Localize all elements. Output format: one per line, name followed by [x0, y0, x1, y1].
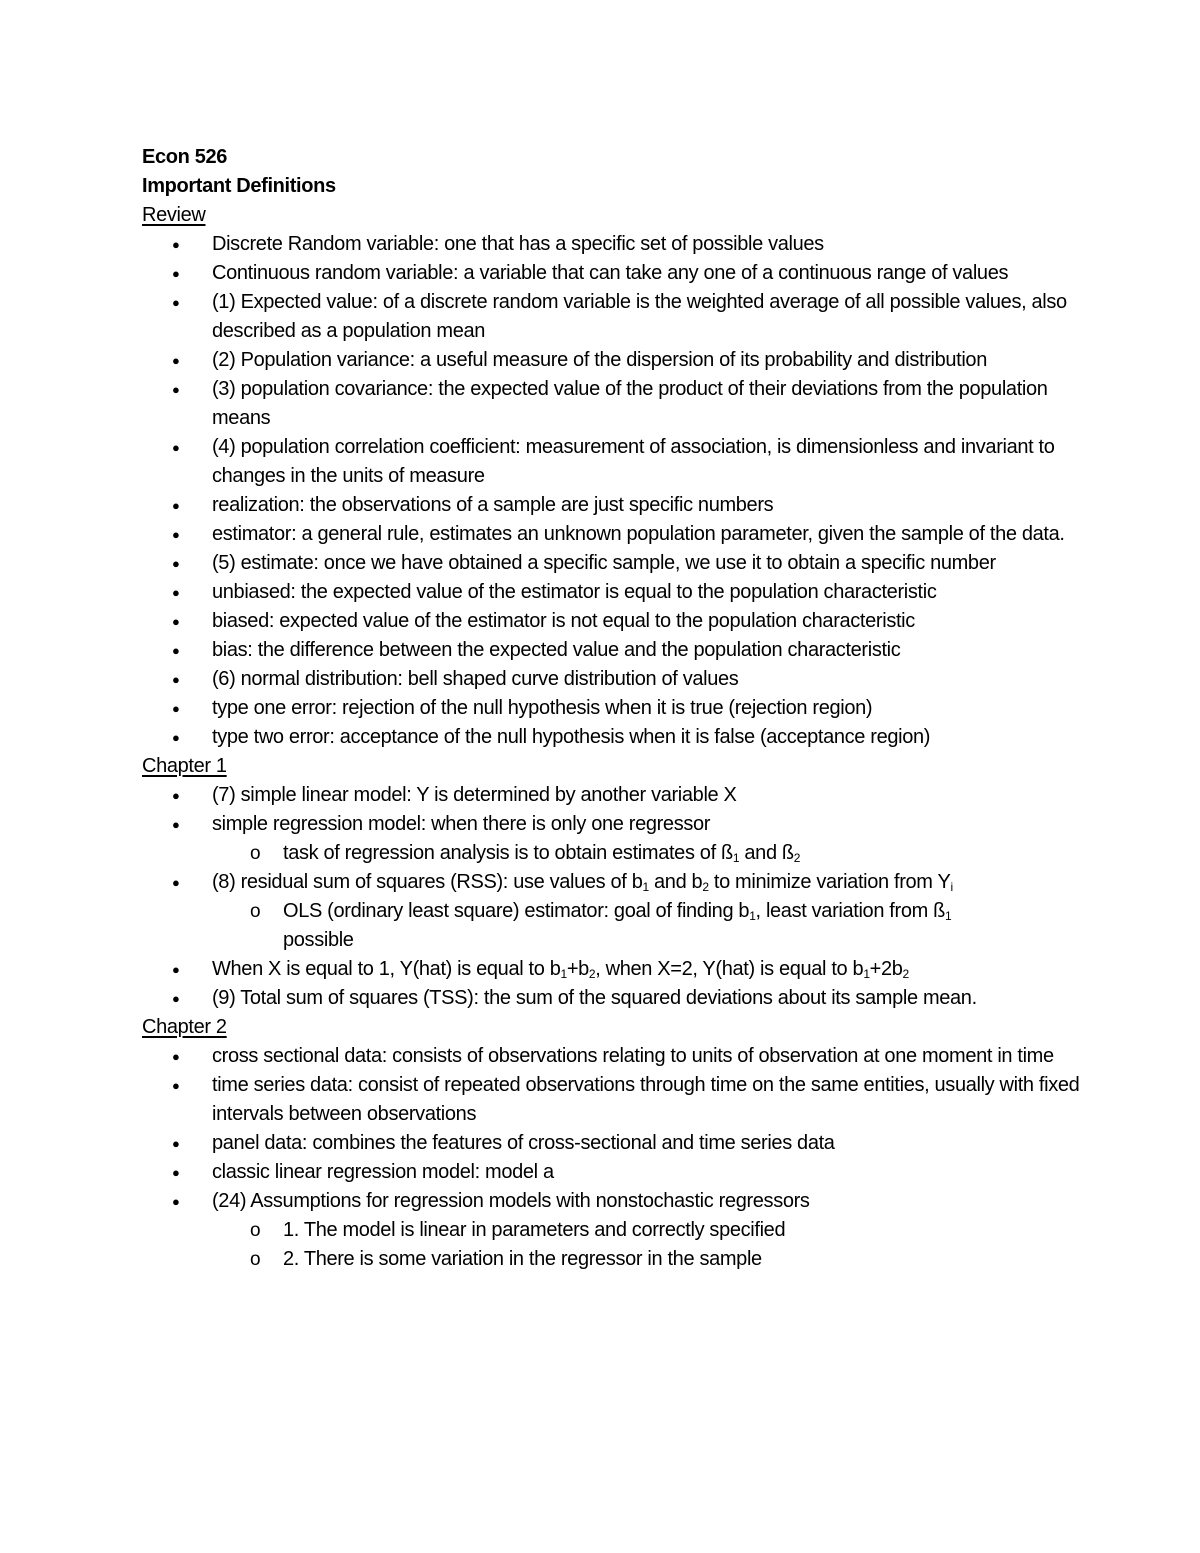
subscript: 2: [902, 967, 909, 981]
subscript: i: [950, 880, 953, 894]
text: possible: [283, 929, 354, 951]
course-title: Econ 526: [142, 146, 228, 168]
subscript: 1: [863, 967, 870, 981]
subscript: 1: [732, 851, 740, 865]
list-item: ● (1) Expected value: of a discrete random variable is the weighted average of all possible values, also described as a population mean: [142, 288, 1082, 346]
list-item-text: (24) Assumptions for regression models with nonstochastic regressors: [212, 1190, 810, 1212]
sub-list: [212, 897, 1082, 955]
text: (8) residual sum of squares (RSS): use values of b: [212, 871, 643, 893]
text: When X is equal to 1, Y(hat) is equal to b: [212, 958, 561, 980]
list-item: [142, 955, 1082, 984]
text: OLS (ordinary least square) estimator: goal of finding b: [283, 900, 750, 922]
subscript: 1: [749, 909, 756, 923]
subscript: 2: [702, 880, 709, 894]
text: , when X=2, Y(hat) is equal to b: [595, 958, 864, 980]
section-heading-review: Review: [142, 204, 206, 226]
sub-list-item: [142, 897, 1082, 955]
list-item: ● cross sectional data: consists of observations relating to units of observation at one moment in time: [142, 1042, 1082, 1071]
list-item: ● (3) population covariance: the expected value of the product of their deviations from the population means: [142, 375, 1082, 433]
list-item: ● (7) simple linear model: Y is determined by another variable X: [142, 781, 1082, 810]
list-item: ● (9) Total sum of squares (TSS): the sum of the squared deviations about its sample mean.: [142, 984, 1082, 1013]
subscript: 2: [588, 967, 596, 981]
chapter-2-list: [142, 1042, 1082, 1274]
list-item: [142, 259, 1082, 288]
text: and b: [648, 871, 703, 893]
list-item: ● type one error: rejection of the null hypothesis when it is true (rejection region): [142, 694, 1082, 723]
subscript: 2: [793, 851, 801, 865]
text: +b: [566, 958, 589, 980]
list-item: ● unbiased: the expected value of the estimator is equal to the population characteristic: [142, 578, 1082, 607]
subscript: 1: [642, 880, 649, 894]
list-item: ● biased: expected value of the estimator is not equal to the population characteristic: [142, 607, 1082, 636]
list-item-text: simple regression model: when there is only one regressor: [212, 813, 711, 835]
list-item: ● estimator: a general rule, estimates an unknown population parameter, given the sample of the data.: [142, 520, 1082, 549]
section-heading-chapter-1: Chapter 1: [142, 755, 227, 777]
list-item: ● type two error: acceptance of the null hypothesis when it is false (acceptance region): [142, 723, 1082, 752]
list-item: ● (6) normal distribution: bell shaped curve distribution of values: [142, 665, 1082, 694]
sub-list: [212, 1216, 1082, 1274]
list-item: [142, 868, 1082, 955]
list-item: [142, 810, 1082, 868]
subscript: 1: [944, 909, 952, 923]
text: to minimize variation from Y: [708, 871, 951, 893]
list-item: ● panel data: combines the features of cross-sectional and time series data: [142, 1129, 1082, 1158]
text: and ß: [739, 842, 794, 864]
chapter-1-list: [142, 781, 1082, 1013]
list-item: ● (5) estimate: once we have obtained a specific sample, we use it to obtain a specific number: [142, 549, 1082, 578]
text: , least variation from ß: [755, 900, 945, 922]
list-item-text: Continuous random variable: a variable that can take any one of a continuous range of values: [212, 262, 1009, 284]
list-item: [142, 1187, 1082, 1274]
list-item: ● time series data: consist of repeated observations through time on the same entities, usually with fixed intervals between observations: [142, 1071, 1082, 1129]
list-item: ● (2) Population variance: a useful measure of the dispersion of its probability and distribution: [142, 346, 1082, 375]
list-item: ● (4) population correlation coefficient: measurement of association, is dimensionless and invariant to changes in the units of measure: [142, 433, 1082, 491]
sub-list-item: [142, 839, 1082, 868]
list-item: ● bias: the difference between the expected value and the population characteristic: [142, 636, 1082, 665]
text: task of regression analysis is to obtain estimates of ß: [283, 842, 733, 864]
subscript: 1: [560, 967, 567, 981]
section-heading-chapter-2: Chapter 2: [142, 1016, 227, 1038]
list-item: ● realization: the observations of a sample are just specific numbers: [142, 491, 1082, 520]
text: +2b: [869, 958, 903, 980]
sub-list-item: o 1. The model is linear in parameters and correctly specified: [142, 1216, 1082, 1245]
sub-list-item: o 2. There is some variation in the regressor in the sample: [142, 1245, 1082, 1274]
sub-list: [212, 839, 1082, 868]
document-title: Important Definitions: [142, 175, 336, 197]
list-item: ● Discrete Random variable: one that has a specific set of possible values: [142, 230, 1082, 259]
list-item: ● classic linear regression model: model a: [142, 1158, 1082, 1187]
review-list: [142, 230, 1082, 752]
document-content: [142, 143, 1082, 1274]
